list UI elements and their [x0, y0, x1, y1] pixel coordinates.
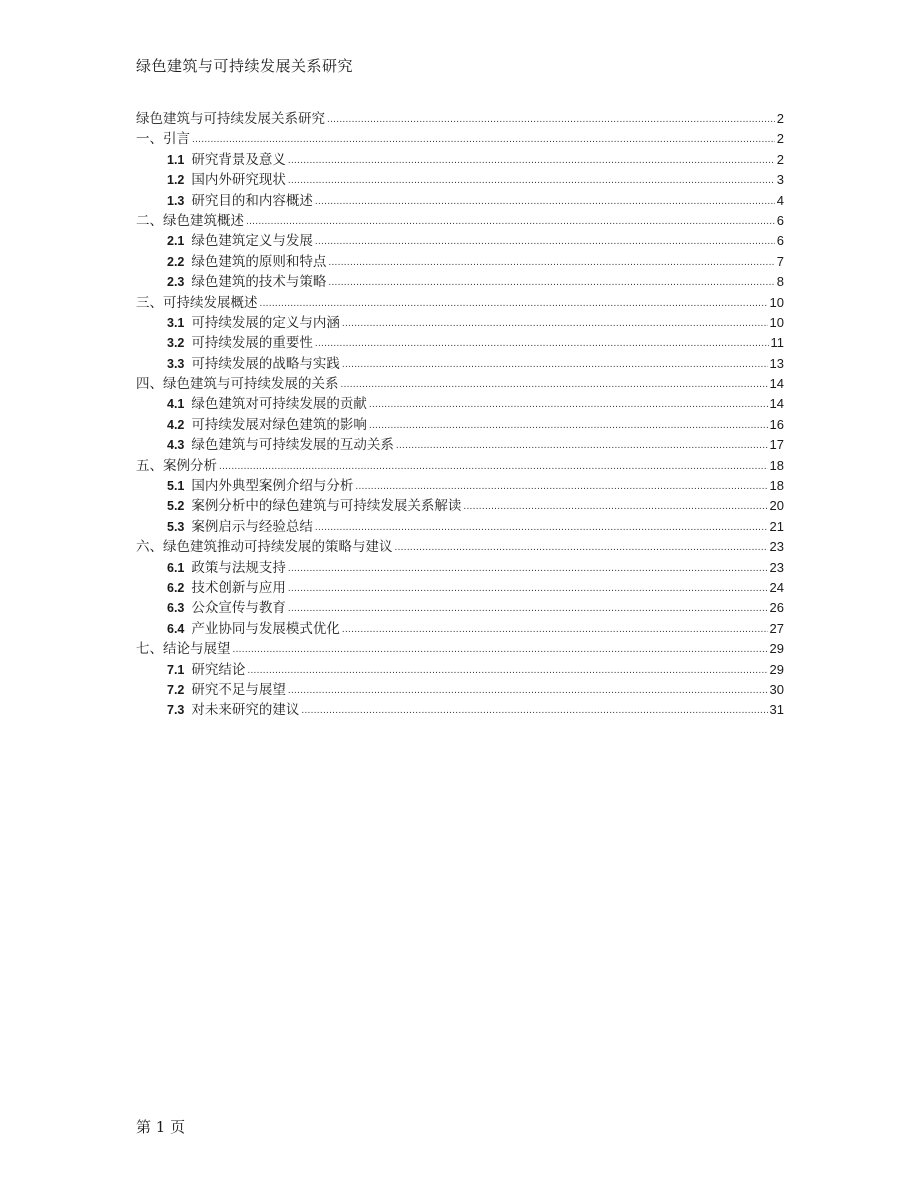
- toc-entry[interactable]: [136, 700, 784, 720]
- toc-entry-title: 四、绿色建筑与可持续发展的关系: [136, 376, 339, 393]
- toc-entry-title: 绿色建筑的技术与策略: [191, 274, 327, 291]
- toc-entry-number: 6.1: [167, 560, 185, 575]
- toc-dot-leader: [247, 661, 767, 681]
- toc-dot-leader: [288, 599, 768, 619]
- toc-entry-title: 国内外研究现状: [191, 172, 286, 189]
- toc-entry-number: 5.1: [167, 479, 185, 494]
- toc-entry-page-number: 6: [776, 212, 784, 228]
- toc-entry[interactable]: [136, 394, 784, 414]
- toc-entry-title: 三、可持续发展概述: [136, 294, 258, 311]
- toc-entry[interactable]: [136, 272, 784, 292]
- toc-entry-page-number: 23: [769, 559, 784, 575]
- toc-entry[interactable]: [136, 619, 784, 639]
- toc-entry[interactable]: [136, 517, 784, 537]
- toc-dot-leader: [342, 355, 768, 375]
- toc-entry-page-number: 16: [769, 416, 784, 432]
- toc-entry-title: 公众宣传与教育: [191, 600, 286, 617]
- toc-dot-leader: [342, 620, 768, 640]
- page-header-title: 绿色建筑与可持续发展关系研究: [136, 57, 354, 75]
- toc-dot-leader: [328, 273, 774, 293]
- toc-dot-leader: [327, 110, 775, 130]
- toc-entry-number: 2.1: [167, 234, 185, 249]
- toc-entry-page-number: 10: [769, 314, 784, 330]
- toc-entry[interactable]: [136, 129, 784, 149]
- toc-entry[interactable]: [136, 639, 784, 659]
- toc-entry-number: 3.2: [167, 336, 185, 351]
- toc-entry-page-number: 29: [769, 641, 784, 657]
- toc-entry[interactable]: [136, 415, 784, 435]
- toc-entry-title: 绿色建筑与可持续发展关系研究: [136, 111, 325, 127]
- toc-entry-number: 6.2: [167, 580, 185, 595]
- toc-dot-leader: [355, 477, 767, 497]
- toc-entry-title: 绿色建筑与可持续发展的互动关系: [191, 437, 394, 454]
- toc-entry-title: 一、引言: [136, 131, 190, 148]
- toc-entry-page-number: 14: [769, 396, 784, 412]
- toc-entry-page-number: 30: [769, 681, 784, 697]
- toc-dot-leader: [219, 457, 768, 477]
- toc-entry-title: 案例启示与经验总结: [191, 518, 313, 535]
- toc-entry[interactable]: [136, 109, 784, 129]
- toc-dot-leader: [315, 192, 775, 212]
- toc-entry-number: 7.3: [167, 703, 185, 718]
- toc-entry-number: 7.1: [167, 662, 185, 677]
- toc-entry[interactable]: [136, 333, 784, 353]
- toc-entry[interactable]: [136, 537, 784, 557]
- toc-entry-title: 绿色建筑对可持续发展的贡献: [191, 396, 367, 413]
- toc-dot-leader: [288, 151, 775, 171]
- toc-entry[interactable]: [136, 374, 784, 394]
- toc-entry-number: 7.2: [167, 682, 185, 697]
- toc-entry[interactable]: [136, 435, 784, 455]
- toc-entry-title: 国内外典型案例介绍与分析: [191, 478, 354, 495]
- toc-entry[interactable]: [136, 354, 784, 374]
- toc-entry-number: 5.2: [167, 499, 185, 514]
- toc-dot-leader: [328, 253, 774, 273]
- toc-entry[interactable]: [136, 313, 784, 333]
- toc-entry[interactable]: [136, 680, 784, 700]
- toc-entry-page-number: 27: [769, 620, 784, 636]
- toc-dot-leader: [260, 294, 768, 314]
- toc-dot-leader: [341, 375, 768, 395]
- toc-entry[interactable]: [136, 496, 784, 516]
- toc-entry[interactable]: [136, 456, 784, 476]
- toc-entry-page-number: 24: [769, 579, 784, 595]
- toc-entry-number: 2.2: [167, 254, 185, 269]
- toc-dot-leader: [246, 212, 775, 232]
- toc-entry-page-number: 7: [776, 253, 784, 269]
- toc-entry-page-number: 3: [776, 172, 784, 188]
- toc-dot-leader: [315, 334, 769, 354]
- toc-entry-page-number: 2: [776, 111, 784, 126]
- toc-dot-leader: [288, 579, 768, 599]
- toc-entry-title: 可持续发展的重要性: [191, 335, 313, 352]
- toc-entry-number: 6.4: [167, 621, 185, 636]
- toc-entry-page-number: 4: [776, 192, 784, 208]
- toc-dot-leader: [369, 416, 768, 436]
- toc-entry-title: 二、绿色建筑概述: [136, 212, 244, 229]
- toc-entry-page-number: 31: [769, 702, 784, 718]
- toc-entry-number: 1.1: [167, 152, 185, 167]
- toc-dot-leader: [342, 314, 768, 334]
- toc-entry-page-number: 8: [776, 274, 784, 290]
- toc-entry-title: 产业协同与发展模式优化: [191, 620, 340, 637]
- toc-entry-title: 研究背景及意义: [191, 151, 286, 168]
- toc-entry-title: 对未来研究的建议: [191, 702, 300, 719]
- toc-entry-number: 2.3: [167, 275, 185, 290]
- toc-dot-leader: [395, 538, 768, 558]
- toc-dot-leader: [463, 497, 767, 517]
- toc-entry-title: 七、结论与展望: [136, 641, 231, 658]
- toc-entry-title: 案例分析中的绿色建筑与可持续发展关系解读: [191, 498, 462, 515]
- toc-entry-page-number: 23: [769, 539, 784, 555]
- toc-entry-title: 绿色建筑定义与发展: [191, 233, 313, 250]
- toc-entry-number: 4.3: [167, 438, 185, 453]
- toc-entry-page-number: 21: [769, 518, 784, 534]
- toc-entry[interactable]: [136, 170, 784, 190]
- toc-entry[interactable]: [136, 293, 784, 313]
- toc-dot-leader: [288, 171, 775, 191]
- toc-entry-page-number: 18: [769, 457, 784, 473]
- toc-entry-page-number: 6: [776, 233, 784, 249]
- table-of-contents: [136, 109, 784, 721]
- toc-entry-page-number: 29: [769, 661, 784, 677]
- toc-entry-number: 1.2: [167, 173, 185, 188]
- toc-dot-leader: [288, 681, 768, 701]
- toc-entry[interactable]: [136, 598, 784, 618]
- toc-entry-number: 4.1: [167, 397, 185, 412]
- toc-entry[interactable]: [136, 211, 784, 231]
- toc-entry-number: 6.3: [167, 601, 185, 616]
- toc-entry-page-number: 13: [769, 355, 784, 371]
- toc-entry[interactable]: [136, 660, 784, 680]
- toc-entry-number: 3.1: [167, 315, 185, 330]
- toc-entry-page-number: 18: [769, 478, 784, 494]
- toc-entry-page-number: 2: [776, 151, 784, 167]
- toc-entry[interactable]: [136, 252, 784, 272]
- toc-entry-number: 1.3: [167, 193, 185, 208]
- toc-entry-number: 4.2: [167, 417, 185, 432]
- toc-entry-page-number: 11: [770, 335, 784, 351]
- toc-dot-leader: [396, 436, 768, 456]
- toc-dot-leader: [315, 232, 775, 252]
- toc-entry-title: 研究不足与展望: [191, 681, 286, 698]
- toc-entry-title: 绿色建筑的原则和特点: [191, 253, 327, 270]
- toc-dot-leader: [369, 395, 768, 415]
- toc-entry[interactable]: [136, 558, 784, 578]
- toc-dot-leader: [288, 559, 768, 579]
- toc-entry[interactable]: [136, 231, 784, 251]
- toc-dot-leader: [192, 130, 775, 150]
- toc-entry-number: 5.3: [167, 519, 185, 534]
- toc-entry-title: 技术创新与应用: [191, 579, 286, 596]
- toc-entry-page-number: 14: [769, 376, 784, 392]
- toc-entry[interactable]: [136, 150, 784, 170]
- toc-dot-leader: [315, 518, 768, 538]
- toc-entry-title: 研究目的和内容概述: [191, 192, 313, 209]
- toc-entry-title: 研究结论: [191, 661, 246, 678]
- page-footer-number: 第 1 页: [136, 1118, 186, 1136]
- toc-entry-page-number: 17: [769, 437, 784, 453]
- toc-entry-title: 六、绿色建筑推动可持续发展的策略与建议: [136, 539, 393, 556]
- toc-entry-title: 可持续发展的战略与实践: [191, 355, 340, 372]
- toc-entry-number: 3.3: [167, 356, 185, 371]
- toc-entry-title: 可持续发展的定义与内涵: [191, 314, 340, 331]
- toc-entry-page-number: 10: [769, 294, 784, 310]
- toc-entry-page-number: 26: [769, 600, 784, 616]
- toc-entry[interactable]: [136, 191, 784, 211]
- toc-entry-title: 五、案例分析: [136, 457, 217, 474]
- toc-entry-title: 政策与法规支持: [191, 559, 286, 576]
- toc-dot-leader: [233, 640, 768, 660]
- toc-entry[interactable]: [136, 476, 784, 496]
- toc-entry-title: 可持续发展对绿色建筑的影响: [191, 416, 367, 433]
- toc-entry[interactable]: [136, 578, 784, 598]
- toc-dot-leader: [301, 701, 767, 721]
- toc-entry-page-number: 2: [776, 131, 784, 147]
- toc-entry-page-number: 20: [769, 498, 784, 514]
